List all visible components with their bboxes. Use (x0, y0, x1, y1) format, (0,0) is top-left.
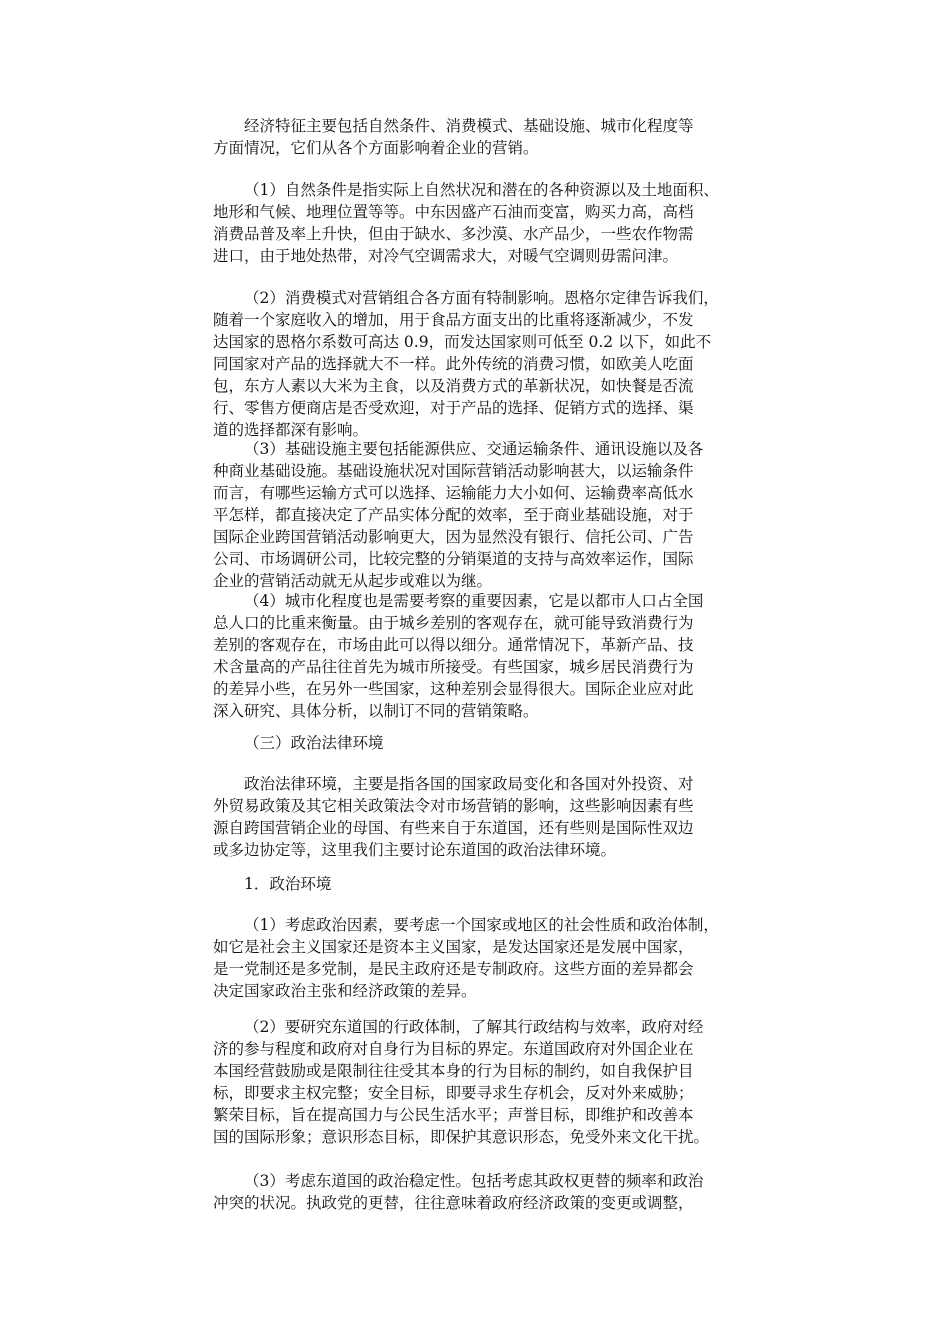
text-line: 道的选择都深有影响。 (213, 421, 369, 439)
text-line: 总人口的比重来衡量。由于城乡差别的客观存在，就可能导致消费行为 (213, 614, 694, 632)
text-line: 差别的客观存在，市场由此可以得以细分。通常情况下，革新产品、技 (213, 636, 694, 654)
text-line: 冲突的状况。执政党的更替，往往意味着政府经济政策的变更或调整， (213, 1194, 694, 1212)
text-line: 经济特征主要包括自然条件、消费模式、基础设施、城市化程度等 (244, 117, 694, 135)
paragraph-natural-conditions (213, 179, 753, 267)
text-line: 同国家对产品的选择就大不一样。此外传统的消费习惯，如欧美人吃面 (213, 355, 694, 373)
text-line: （2）要研究东道国的行政体制，了解其行政结构与效率，政府对经 (244, 1018, 704, 1036)
paragraph-administrative-system (213, 1016, 753, 1148)
text-line: 公司、市场调研公司，比较完整的分销渠道的支持与高效率运作，国际 (213, 550, 694, 568)
text-line: 繁荣目标，旨在提高国力与公民生活水平；声誉目标，即维护和改善本 (213, 1106, 694, 1124)
text-line: 而言，有哪些运输方式可以选择、运输能力大小如何、运输费率高低水 (213, 484, 694, 502)
paragraph-consumption-patterns (213, 287, 753, 441)
text-line: （3）考虑东道国的政治稳定性。包括考虑其政权更替的频率和政治 (244, 1172, 704, 1190)
text-line: 如它是社会主义国家还是资本主义国家，是发达国家还是发展中国家， (213, 938, 694, 956)
paragraph-political-legal-intro (213, 773, 753, 861)
text-line: 济的参与程度和政府对自身行为目标的界定。东道国政府对外国企业在 (213, 1040, 694, 1058)
paragraph-political-factors (213, 914, 753, 1002)
text-line: 行、零售方便商店是否受欢迎，对于产品的选择、促销方式的选择、渠 (213, 399, 694, 417)
text-line: 企业的营销活动就无从起步或难以为继。 (213, 572, 493, 590)
text-line: 是一党制还是多党制，是民主政府还是专制政府。这些方面的差异都会 (213, 960, 694, 978)
text-line: 种商业基础设施。基础设施状况对国际营销活动影响甚大，以运输条件 (213, 462, 694, 480)
text-line: （2）消费模式对营销组合各方面有特制影响。恩格尔定律告诉我们， (244, 289, 719, 307)
text-line: 深入研究、具体分析，以制订不同的营销策略。 (213, 702, 539, 720)
paragraph-infrastructure (213, 438, 753, 592)
text-line: （1）自然条件是指实际上自然状况和潜在的各种资源以及土地面积、 (244, 181, 719, 199)
paragraph-economic-features (213, 115, 753, 159)
text-line: 的差异小些，在另外一些国家，这种差别会显得很大。国际企业应对此 (213, 680, 694, 698)
text-line: （3）基础设施主要包括能源供应、交通运输条件、通讯设施以及各 (244, 440, 704, 458)
text-line: 源自跨国营销企业的母国、有些来自于东道国，还有些则是国际性双边 (213, 819, 694, 837)
text-line: （4）城市化程度也是需要考察的重要因素，它是以都市人口占全国 (244, 592, 704, 610)
text-line: 标，即要求主权完整；安全目标，即要寻求生存机会，反对外来威胁； (213, 1084, 694, 1102)
heading-political-legal-environment (213, 732, 753, 754)
text-line: 平怎样，都直接决定了产品实体分配的效率，至于商业基础设施，对于 (213, 506, 694, 524)
text-line: 决定国家政治主张和经济政策的差异。 (213, 982, 477, 1000)
text-line: 随着一个家庭收入的增加，用于食品方面支出的比重将逐渐减少，不发 (213, 311, 694, 329)
text-line: 地形和气候、地理位置等等。中东因盛产石油而变富，购买力高，高档 (213, 203, 694, 221)
text-line: （1）考虑政治因素，要考虑一个国家或地区的社会性质和政治体制， (244, 916, 719, 934)
text-line: 本国经营鼓励或是限制往往受其本身的行为目标的制约，如自我保护目 (213, 1062, 694, 1080)
text-line: 进口，由于地处热带，对冷气空调需求大，对暖气空调则毋需问津。 (213, 247, 679, 265)
text-line: 国的国际形象；意识形态目标，即保护其意识形态，免受外来文化干扰。 (213, 1128, 710, 1146)
heading-text: （三）政治法律环境 (244, 734, 384, 752)
text-line: 消费品普及率上升快，但由于缺水、多沙漠、水产品少，一些农作物需 (213, 225, 694, 243)
paragraph-urbanization (213, 590, 753, 722)
text-line: 术含量高的产品往往首先为城市所接受。有些国家，城乡居民消费行为 (213, 658, 694, 676)
heading-political-environment (213, 873, 753, 895)
text-line: 外贸易政策及其它相关政策法令对市场营销的影响，这些影响因素有些 (213, 797, 694, 815)
text-line: 包，东方人素以大米为主食，以及消费方式的革新状况，如快餐是否流 (213, 377, 694, 395)
text-line: 或多边协定等，这里我们主要讨论东道国的政治法律环境。 (213, 841, 617, 859)
heading-text: 1．政治环境 (244, 875, 332, 893)
paragraph-political-stability (213, 1170, 753, 1214)
text-line: 政治法律环境，主要是指各国的国家政局变化和各国对外投资、对 (244, 775, 694, 793)
text-line: 达国家的恩格尔系数可高达 0.9，而发达国家则可低至 0.2 以下，如此不 (213, 333, 712, 351)
text-line: 方面情况，它们从各个方面影响着企业的营销。 (213, 139, 539, 157)
text-line: 国际企业跨国营销活动影响更大，因为显然没有银行、信托公司、广告 (213, 528, 694, 546)
